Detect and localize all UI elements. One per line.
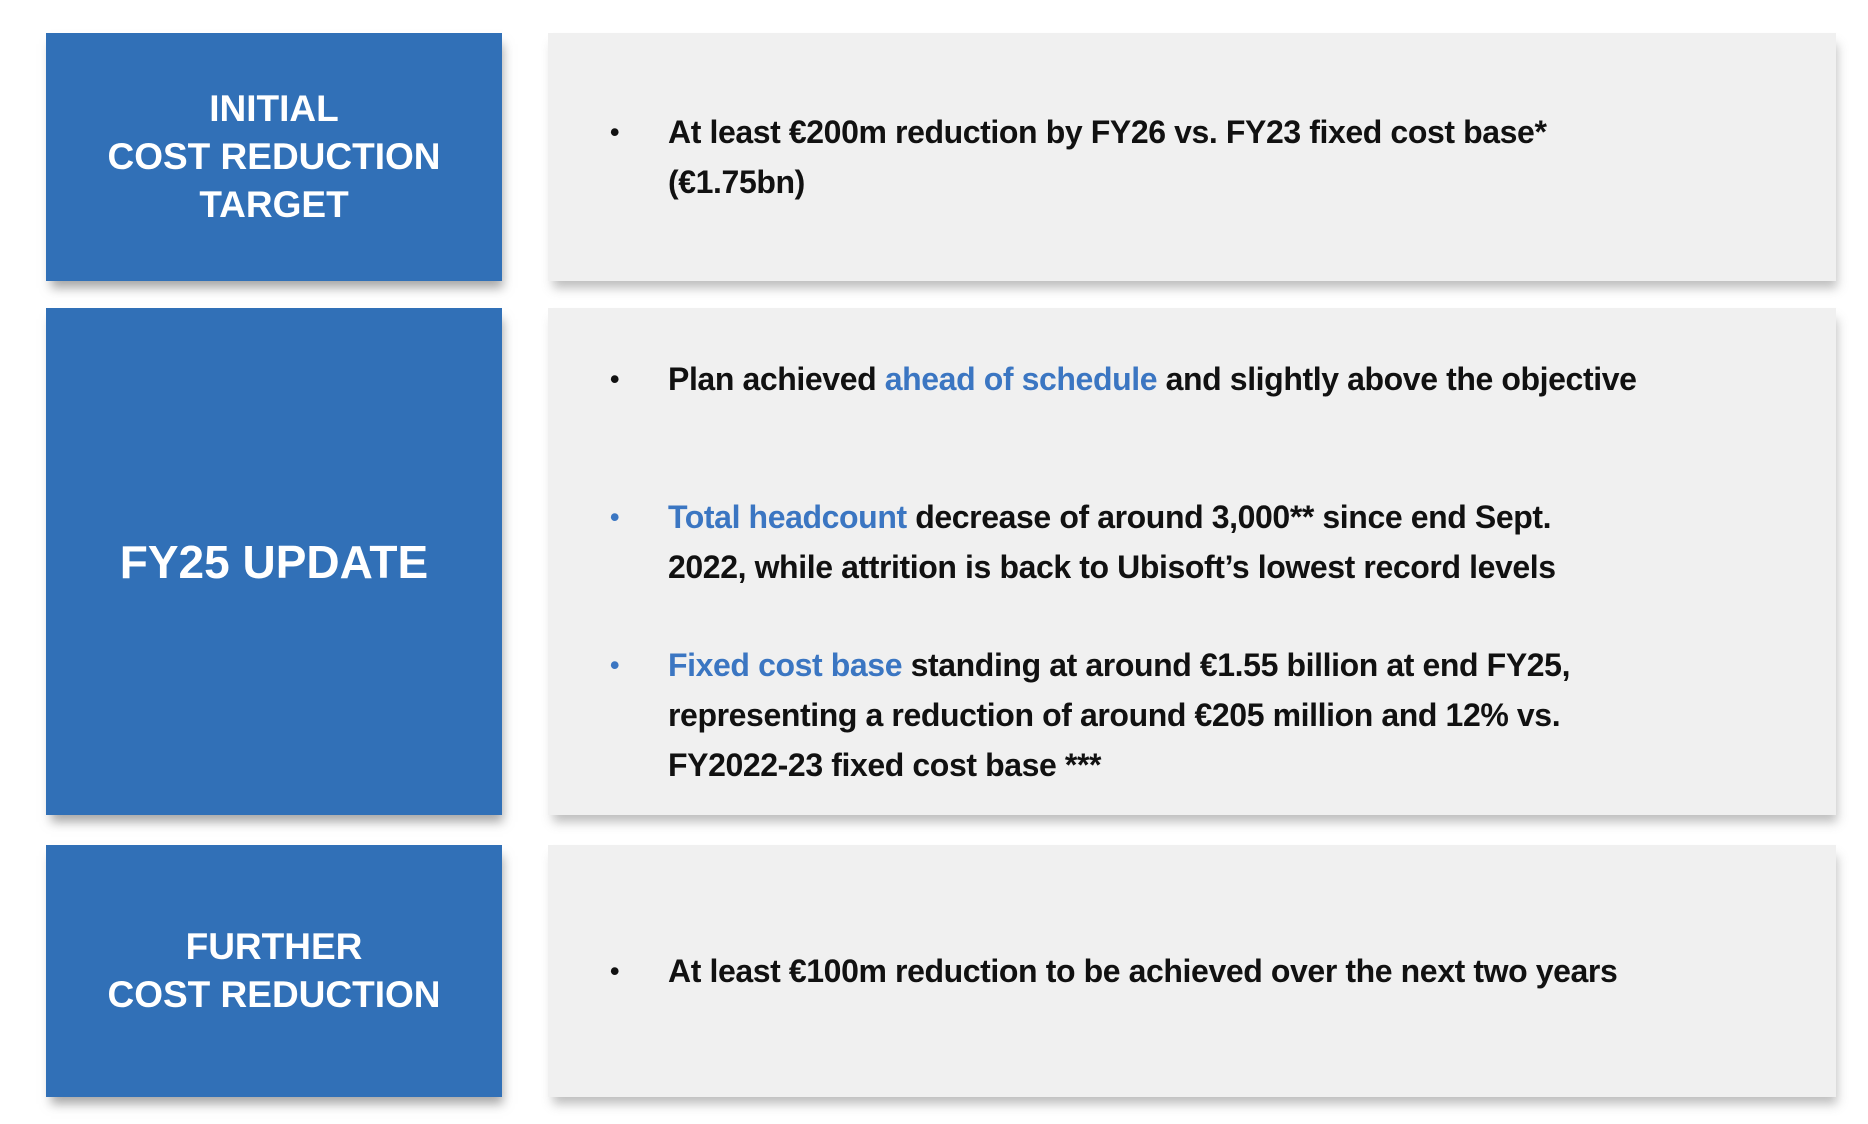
further-cost-reduction-bullet-0-text (668, 946, 1617, 996)
bullet-line (668, 354, 1637, 404)
accent-text-segment: ahead of schedule (884, 360, 1158, 397)
accent-text-segment: Total headcount (668, 498, 907, 535)
row-fy25-update (0, 308, 1868, 815)
accent-text-segment: Fixed cost base (668, 646, 903, 683)
text-segment: (€1.75bn) (668, 164, 805, 200)
bullet-dot-icon: • (610, 363, 620, 394)
fy25-update-bullet-0-text (668, 354, 1637, 404)
text-segment: 2022, while attrition is back to Ubisoft’s lowest record levels (668, 548, 1556, 585)
bullet-dot-icon: • (610, 649, 620, 680)
row-initial-cost-reduction-target (0, 33, 1868, 281)
text-segment: Plan achieved (668, 360, 885, 397)
bullet-dot-icon: • (610, 501, 620, 532)
text-segment: At least €100m reduction to be achieved over the next two years (668, 953, 1618, 989)
further-cost-reduction-label-line-1: COST REDUCTION (107, 974, 441, 1015)
bullet-line (668, 107, 1547, 157)
bullet-dot-icon: • (610, 117, 620, 147)
fy25-update-panel (548, 308, 1836, 815)
initial-cost-reduction-target-panel (548, 33, 1836, 281)
text-segment: At least €200m reduction by FY26 vs. FY23 fixed cost base* (668, 114, 1547, 150)
text-segment: standing at around €1.55 billion at end FY25, (902, 646, 1571, 683)
further-cost-reduction-label-line-0: FURTHER (185, 926, 363, 967)
bullet-line (668, 740, 1570, 790)
bullet-line (668, 157, 1547, 207)
initial-cost-reduction-target-label-box (46, 33, 502, 281)
fy25-update-bullet-1-text (668, 492, 1556, 592)
bullet-line (668, 690, 1570, 740)
fy25-update-label-line-0: FY25 UPDATE (119, 535, 429, 588)
row-further-cost-reduction (0, 845, 1868, 1097)
fy25-update-bullet-0 (610, 354, 1812, 404)
bullet-line (668, 542, 1556, 592)
bullet-line (668, 640, 1570, 690)
initial-cost-reduction-target-bullet-0 (610, 107, 1812, 207)
text-segment: representing a reduction of around €205 million and 12% vs. (668, 696, 1561, 733)
further-cost-reduction-panel (548, 845, 1836, 1097)
fy25-update-bullet-2 (610, 640, 1812, 790)
fy25-update-bullet-1 (610, 492, 1812, 592)
fy25-update-bullet-2-text (668, 640, 1570, 790)
text-segment: FY2022-23 fixed cost base *** (668, 746, 1102, 783)
text-segment: and slightly above the objective (1157, 360, 1637, 397)
bullet-dot-icon: • (610, 956, 620, 986)
further-cost-reduction-label-box (46, 845, 502, 1097)
bullet-line (668, 946, 1617, 996)
bullet-line (668, 492, 1556, 542)
fy25-update-label-box (46, 308, 502, 815)
initial-cost-reduction-target-bullet-0-text (668, 107, 1547, 207)
initial-cost-reduction-target-label-line-1: COST REDUCTION (107, 136, 441, 177)
initial-cost-reduction-target-label-line-2: TARGET (199, 184, 349, 225)
initial-cost-reduction-target-label-line-0: INITIAL (209, 88, 339, 129)
further-cost-reduction-bullet-0 (610, 946, 1812, 996)
text-segment: decrease of around 3,000** since end Sept. (906, 498, 1552, 535)
